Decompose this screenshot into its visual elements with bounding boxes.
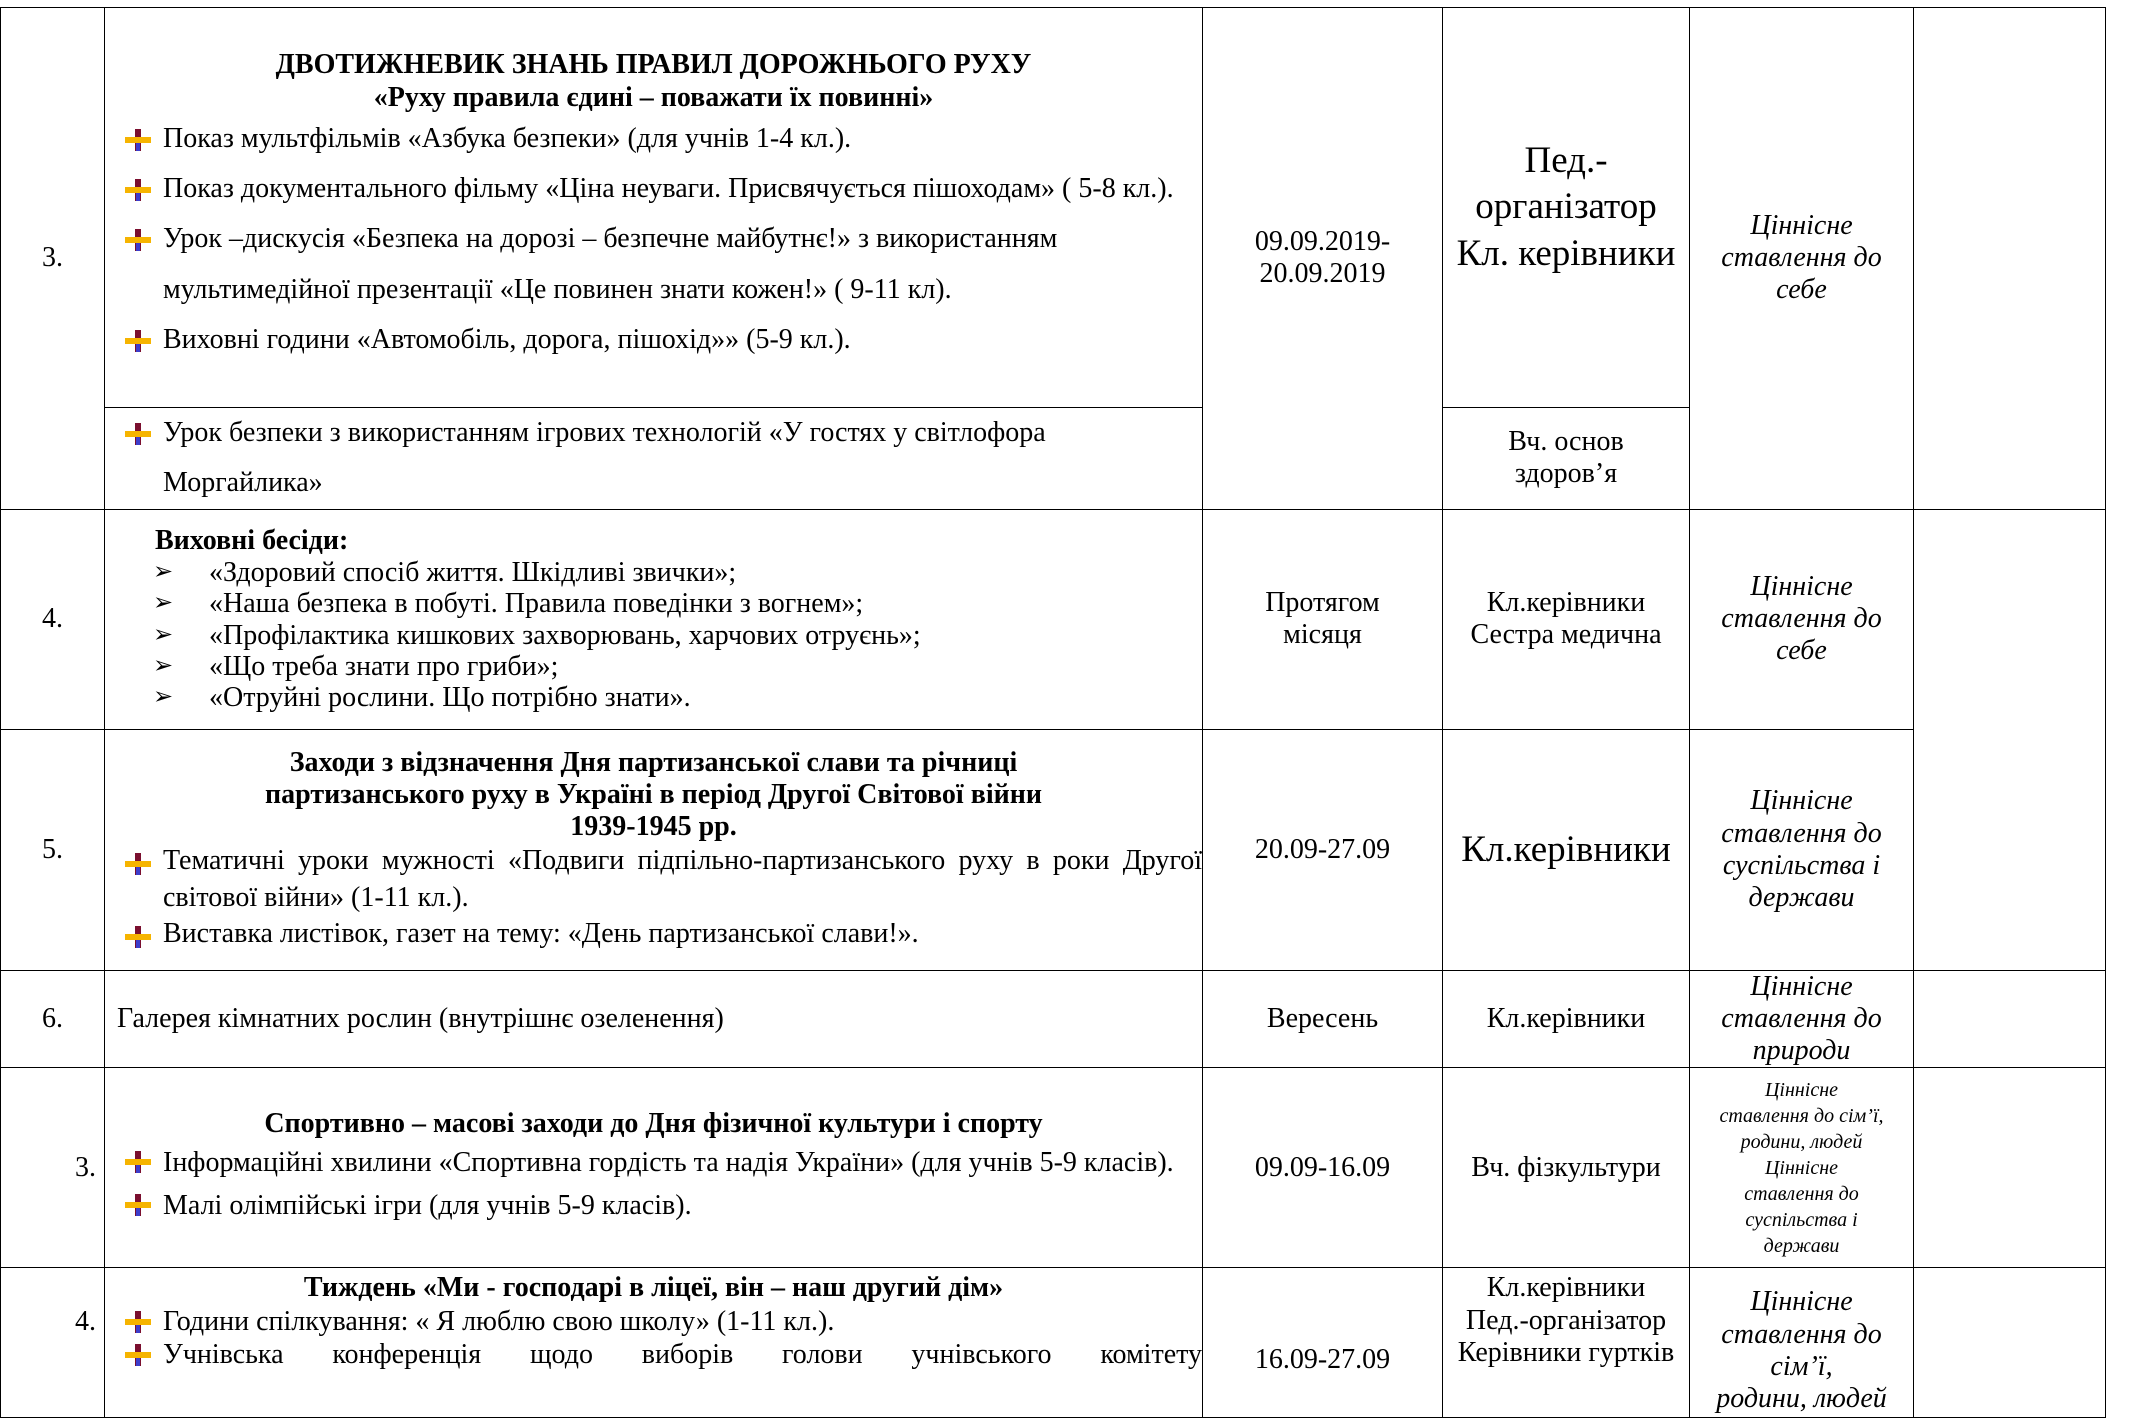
bullet-icon bbox=[125, 423, 151, 445]
responsible-cell: Пед.- організатор Кл. керівники bbox=[1443, 8, 1690, 408]
bullet-icon bbox=[125, 229, 151, 251]
table-row bbox=[1, 729, 2149, 970]
value-cell: Ціннісне ставлення до себе bbox=[1690, 509, 1914, 729]
row-number: 3. bbox=[1, 8, 105, 510]
responsible-cell: Кл.керівники bbox=[1443, 729, 1690, 970]
event-title: Заходи з відзначення Дня партизанської слави та річниці партизанського руху в Україні в період Другої Світової війни 1939-1945 рр. bbox=[265, 746, 1042, 843]
empty-cell bbox=[1914, 970, 2106, 1068]
event-cell bbox=[105, 408, 1203, 510]
list-item: ➢ «Профілактика кишкових захворювань, харчових отруєнь»; bbox=[153, 619, 921, 651]
arrow-bullet-icon: ➢ bbox=[153, 590, 174, 617]
bullet-icon bbox=[125, 926, 151, 948]
date-cell: Протягом місяця bbox=[1203, 509, 1443, 729]
date-cell: 20.09-27.09 bbox=[1203, 729, 1443, 970]
blank-margin bbox=[2106, 1268, 2149, 1418]
row-number: 3. bbox=[1, 1068, 105, 1268]
list-item: Інформаційні хвилини «Спортивна гордість та надія України» (для учнів 5-9 класів). bbox=[105, 1141, 1202, 1184]
empty-cell bbox=[1914, 1268, 2106, 1418]
arrow-bullet-icon: ➢ bbox=[153, 621, 174, 648]
table-row bbox=[1, 970, 2149, 1068]
list-item: Урок безпеки з використанням ігрових технологій «У гостях у світлофора Моргайлика» bbox=[105, 408, 1202, 509]
event-items-list bbox=[105, 557, 1202, 714]
list-item: Малі олімпійські ігри (для учнів 5-9 класів). bbox=[105, 1184, 1202, 1227]
list-item: Показ мультфільмів «Азбука безпеки» (для учнів 1-4 кл.). bbox=[105, 114, 1202, 164]
table-row bbox=[1, 1068, 2149, 1268]
bullet-icon bbox=[125, 1311, 151, 1333]
list-item: Учнівська конференція щодо виборів голови учнівського комітету bbox=[105, 1338, 1202, 1372]
blank-margin bbox=[2106, 729, 2149, 970]
responsible-cell: Кл.керівники bbox=[1443, 970, 1690, 1068]
bullet-icon bbox=[125, 129, 151, 151]
value-cell: Ціннісне ставлення до природи bbox=[1690, 970, 1914, 1068]
row-number: 5. bbox=[1, 729, 105, 970]
list-item: Урок –дискусія «Безпека на дорозі – безпечне майбутнє!» з використанням мультимедійної презентації «Це повинен знати кожен!» ( 9-11 кл). bbox=[105, 214, 1202, 315]
event-cell bbox=[105, 1068, 1203, 1268]
event-items-list bbox=[105, 1305, 1202, 1372]
date-cell: 09.09.2019- 20.09.2019 bbox=[1203, 8, 1443, 510]
responsible-cell: Кл.керівники Пед.-організатор Керівники гуртків bbox=[1443, 1268, 1690, 1418]
empty-cell bbox=[1914, 509, 2106, 970]
list-item: ➢ «Здоровий спосіб життя. Шкідливі звички»; bbox=[153, 556, 737, 588]
responsible-cell: Вч. фізкультури bbox=[1443, 1068, 1690, 1268]
bullet-icon bbox=[125, 1151, 151, 1173]
bullet-icon bbox=[125, 1344, 151, 1366]
event-cell bbox=[105, 8, 1203, 408]
arrow-bullet-icon: ➢ bbox=[153, 684, 174, 711]
blank-margin bbox=[2106, 8, 2149, 510]
event-items-list bbox=[105, 408, 1202, 509]
list-item: ➢ «Що треба знати про гриби»; bbox=[153, 651, 559, 683]
event-cell: Галерея кімнатних рослин (внутрішнє озеленення) bbox=[105, 970, 1203, 1068]
blank-margin bbox=[2106, 509, 2149, 729]
bullet-icon bbox=[125, 853, 151, 875]
list-item: ➢ «Наша безпека в побуті. Правила поведінки з вогнем»; bbox=[153, 588, 864, 620]
arrow-bullet-icon: ➢ bbox=[153, 558, 174, 585]
event-items-list bbox=[105, 843, 1202, 952]
list-item: Виховні години «Автомобіль, дорога, пішохід»» (5-9 кл.). bbox=[105, 315, 1202, 365]
empty-cell bbox=[1914, 8, 2106, 510]
row-number: 4. bbox=[1, 1268, 105, 1418]
table-row bbox=[1, 8, 2149, 408]
value-cell: Ціннісне ставлення до сім’ї, родини, людей Ціннісне ставлення до суспільства і держави bbox=[1690, 1068, 1914, 1268]
value-cell: Ціннісне ставлення до себе bbox=[1690, 8, 1914, 510]
responsible-cell: Вч. основ здоров’я bbox=[1443, 408, 1690, 510]
table-row bbox=[1, 509, 2149, 729]
date-cell: Вересень bbox=[1203, 970, 1443, 1068]
date-cell: 16.09-27.09 bbox=[1203, 1268, 1443, 1418]
list-item: Виставка листівок, газет на тему: «День партизанської слави!». bbox=[105, 916, 1202, 952]
arrow-bullet-icon: ➢ bbox=[153, 653, 174, 680]
list-item: Години спілкування: « Я люблю свою школу» (1-11 кл.). bbox=[105, 1305, 1202, 1339]
event-cell bbox=[105, 1268, 1203, 1418]
events-plan-table bbox=[0, 7, 2149, 1418]
event-items-list bbox=[105, 114, 1202, 366]
bullet-icon bbox=[125, 330, 151, 352]
list-item: ➢ «Отруйні рослини. Що потрібно знати». bbox=[153, 682, 691, 714]
blank-margin bbox=[2106, 970, 2149, 1068]
row-number: 4. bbox=[1, 509, 105, 729]
bullet-icon bbox=[125, 1194, 151, 1216]
event-title: ДВОТИЖНЕВИК ЗНАНЬ ПРАВИЛ ДОРОЖНЬОГО РУХУ «Руху правила єдині – поважати їх повинні» bbox=[275, 49, 1032, 113]
event-title: Спортивно – масові заходи до Дня фізичної культури і спорту bbox=[264, 1108, 1043, 1140]
responsible-cell: Кл.керівники Сестра медична bbox=[1443, 509, 1690, 729]
value-cell: Ціннісне ставлення до сім’ї, родини, людей bbox=[1690, 1268, 1914, 1418]
value-cell: Ціннісне ставлення до суспільства і держави bbox=[1690, 729, 1914, 970]
event-title: Тиждень «Ми - господарі в ліцеї, він – наш другий дім» bbox=[303, 1272, 1004, 1304]
list-item: Показ документального фільму «Ціна неуваги. Присвячується пішоходам» ( 5-8 кл.). bbox=[105, 164, 1202, 214]
bullet-icon bbox=[125, 179, 151, 201]
table-row bbox=[1, 1268, 2149, 1418]
list-item: Тематичні уроки мужності «Подвиги підпільно-партизанського руху в роки Другої світової війни» (1-11 кл.). bbox=[105, 843, 1202, 916]
event-title: Виховні бесіди: bbox=[155, 524, 349, 556]
date-cell: 09.09-16.09 bbox=[1203, 1068, 1443, 1268]
row-number: 6. bbox=[1, 970, 105, 1068]
event-cell bbox=[105, 509, 1203, 729]
event-cell bbox=[105, 729, 1203, 970]
blank-margin bbox=[2106, 1068, 2149, 1268]
event-items-list bbox=[105, 1141, 1202, 1228]
empty-cell bbox=[1914, 1068, 2106, 1268]
